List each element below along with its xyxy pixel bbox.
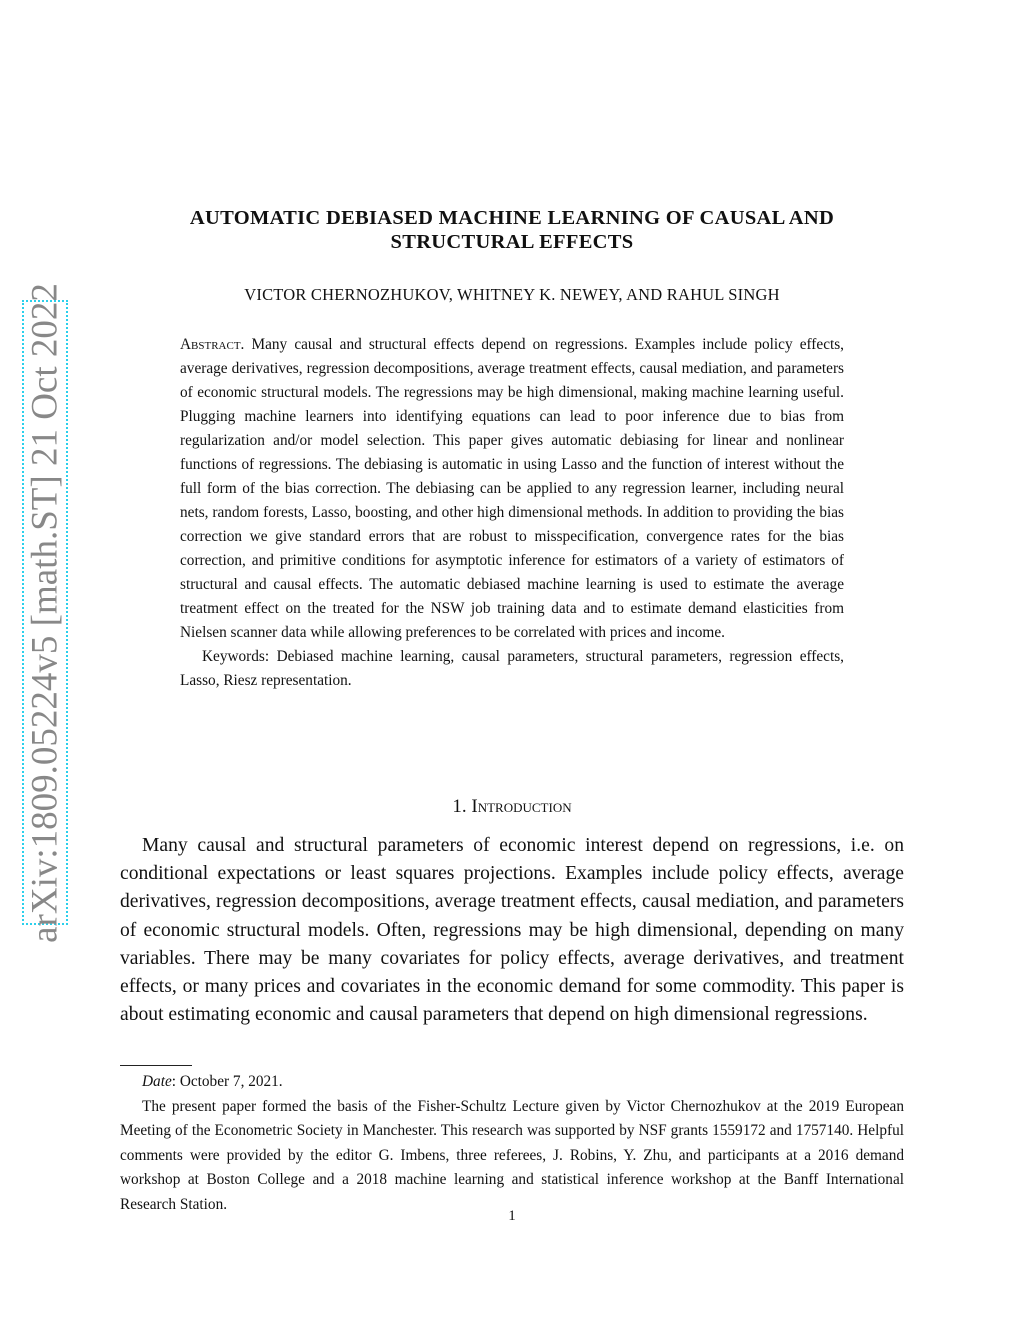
page-number: 1 <box>508 1208 516 1224</box>
date-label: Date <box>142 1073 172 1090</box>
footnote-acknowledgement: The present paper formed the basis of the Fisher-Schultz Lecture given by Victor Chernozhukov at the 2019 European Meeting of the Econometric Society in Manchester. This research was supported by NSF grants 1559172 and 1757140. Helpful comments were provided by the editor G. Imbens, three referees, J. Robins, Y. Zhu, and participants at a 2016 demand workshop at Boston College and a 2018 machine learning and statistical inference workshop at the Banff International Research Station. <box>120 1097 904 1213</box>
title-line-1: AUTOMATIC DEBIASED MACHINE LEARNING OF CAUSAL AND <box>189 207 835 229</box>
abstract-text: Many causal and structural effects depend on regressions. Examples include policy effects, average derivatives, regression decompositions, average treatment effects, causal mediation, and parameters of economic structural models. The regressions may be high dimensional, making machine learning useful. Plugging machine learners into identifying equations can lead to poor inference due to bias from regularization and/or model selection. This paper gives automatic debiasing for linear and nonlinear functions of regressions. The debiasing is automatic in using Lasso and the function of interest without the full form of the bias correction. The debiasing can be applied to any regression learner, including neural nets, random forests, Lasso, boosting, and other high dimensional methods. In addition to providing the bias correction we give standard errors that are robust to misspecification, convergence rates for the bias correction, and primitive conditions for asymptotic inference for estimators of a variety of estimators of structural and causal effects. The automatic debiased machine learning is used to estimate the average treatment effect on the treated for the NSW job training data and to estimate demand elasticities from Nielsen scanner data while allowing preferences to be correlated with prices and income. <box>180 336 845 641</box>
date-value: : October 7, 2021. <box>171 1073 283 1090</box>
abstract <box>180 333 844 693</box>
section-number: 1. <box>452 796 467 817</box>
footnotes <box>120 1070 904 1217</box>
abstract-label: Abstract. <box>180 336 245 353</box>
keywords: Keywords: Debiased machine learning, causal parameters, structural parameters, regression effects, Lasso, Riesz representation. <box>180 648 844 689</box>
paper-title <box>130 206 894 254</box>
title-line-2: STRUCTURAL EFFECTS <box>390 231 634 253</box>
abstract-body <box>180 333 844 645</box>
footnote-date <box>120 1070 904 1095</box>
section-heading <box>130 796 894 818</box>
arxiv-stamp <box>22 282 68 943</box>
author-list: VICTOR CHERNOZHUKOV, WHITNEY K. NEWEY, AND RAHUL SINGH <box>244 285 780 304</box>
section-title: Introduction <box>471 796 572 817</box>
arxiv-stamp-text: arXiv:1809.05224v5 [math.ST] 21 Oct 2022 <box>24 282 66 943</box>
footnote-rule <box>120 1065 192 1066</box>
intro-paragraph: Many causal and structural parameters of economic interest depend on regressions, i.e. on conditional expectations or least squares projections. Examples include policy effects, average derivatives, regression decompositions, average treatment effects, causal mediation, and parameters of economic structural models. Often, regressions may be high dimensional, depending on many variables. There may be many covariates for policy effects, average derivatives, and treatment effects, or many prices and covariates in the economic demand for some commodity. This paper is about estimating economic and causal parameters that depend on high dimensional regressions. <box>120 835 904 1026</box>
